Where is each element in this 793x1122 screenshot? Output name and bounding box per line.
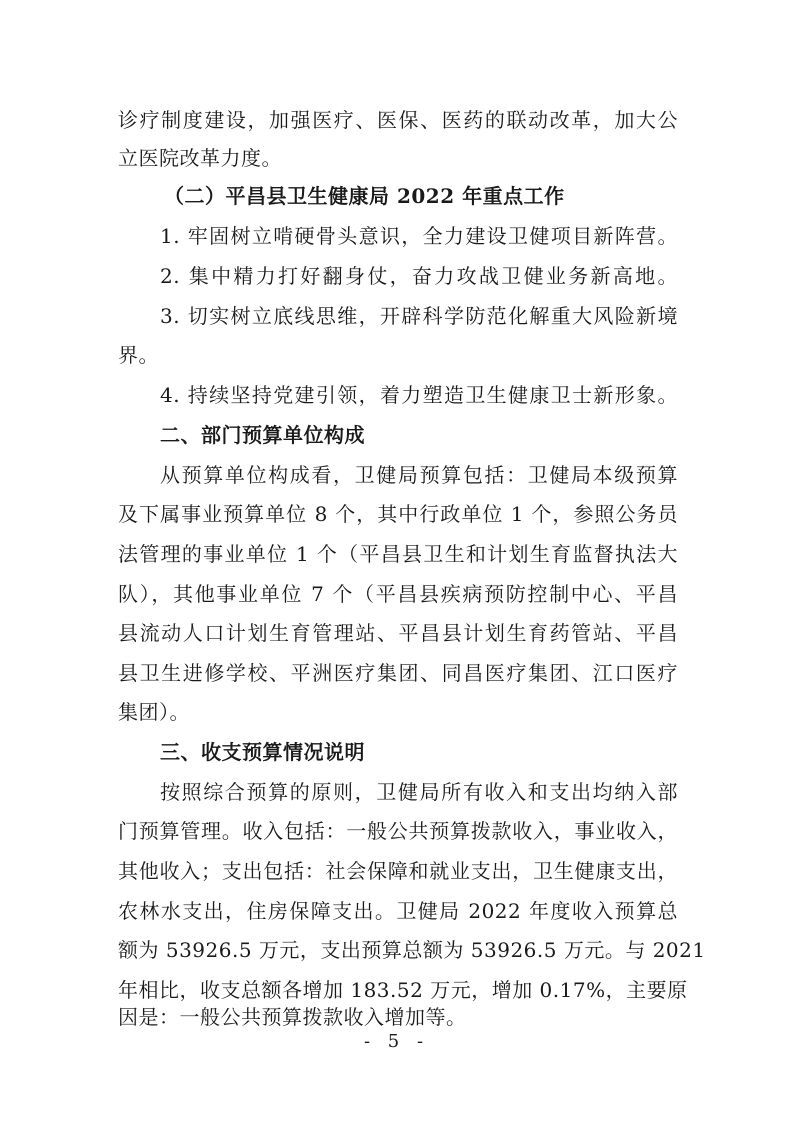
body-text-line: 其他收入；支出包括：社会保障和就业支出，卫生健康支出，: [118, 859, 678, 883]
body-text-line: 县卫生进修学校、平洲医疗集团、同昌医疗集团、江口医疗: [118, 661, 678, 685]
body-text-line: 法管理的事业单位 1 个（平昌县卫生和计划生育监督执法大: [118, 542, 678, 566]
section-heading-budget-units: 二、部门预算单位构成: [160, 423, 365, 447]
body-text-line: 及下属事业预算单位 8 个，其中行政单位 1 个，参照公务员: [118, 502, 678, 526]
body-text-line: 队），其他事业单位 7 个（平昌县疾病预防控制中心、平昌: [118, 582, 678, 606]
body-text-line: 立医院改革力度。: [118, 146, 282, 170]
section-heading-2022-key-work: （二）平昌县卫生健康局 2022 年重点工作: [164, 184, 565, 208]
body-text-line: 农林水支出，住房保障支出。卫健局 2022 年度收入预算总: [118, 899, 678, 923]
body-text-line: 额为 53926.5 万元，支出预算总额为 53926.5 万元。与 2021: [118, 938, 706, 962]
body-text-line: 诊疗制度建设，加强医疗、医保、医药的联动改革，加大公: [118, 108, 678, 132]
list-item-4: 4. 持续坚持党建引领，着力塑造卫生健康卫士新形象。: [160, 383, 678, 407]
body-text-line: 门预算管理。收入包括：一般公共预算拨款收入，事业收入，: [118, 819, 678, 843]
body-text-line: 按照综合预算的原则，卫健局所有收入和支出均纳入部: [160, 780, 678, 804]
list-item-3-continued: 界。: [118, 343, 159, 367]
page-number: - 5 -: [363, 1031, 430, 1052]
body-text-line: 集团）。: [118, 700, 190, 724]
section-heading-revenue-expenditure: 三、收支预算情况说明: [160, 740, 365, 764]
body-text-line: 年相比，收支总额各增加 183.52 万元，增加 0.17%，主要原: [118, 978, 688, 1002]
list-item-1: 1. 牢固树立啃硬骨头意识，全力建设卫健项目新阵营。: [160, 224, 678, 248]
list-item-3: 3. 切实树立底线思维，开辟科学防范化解重大风险新境: [160, 304, 678, 328]
body-text-line: 因是：一般公共预算拨款收入增加等。: [118, 1005, 467, 1029]
body-text-line: 从预算单位构成看，卫健局预算包括：卫健局本级预算: [160, 463, 678, 487]
list-item-2: 2. 集中精力打好翻身仗，奋力攻战卫健业务新高地。: [160, 264, 678, 288]
body-text-line: 县流动人口计划生育管理站、平昌县计划生育药管站、平昌: [118, 621, 678, 645]
